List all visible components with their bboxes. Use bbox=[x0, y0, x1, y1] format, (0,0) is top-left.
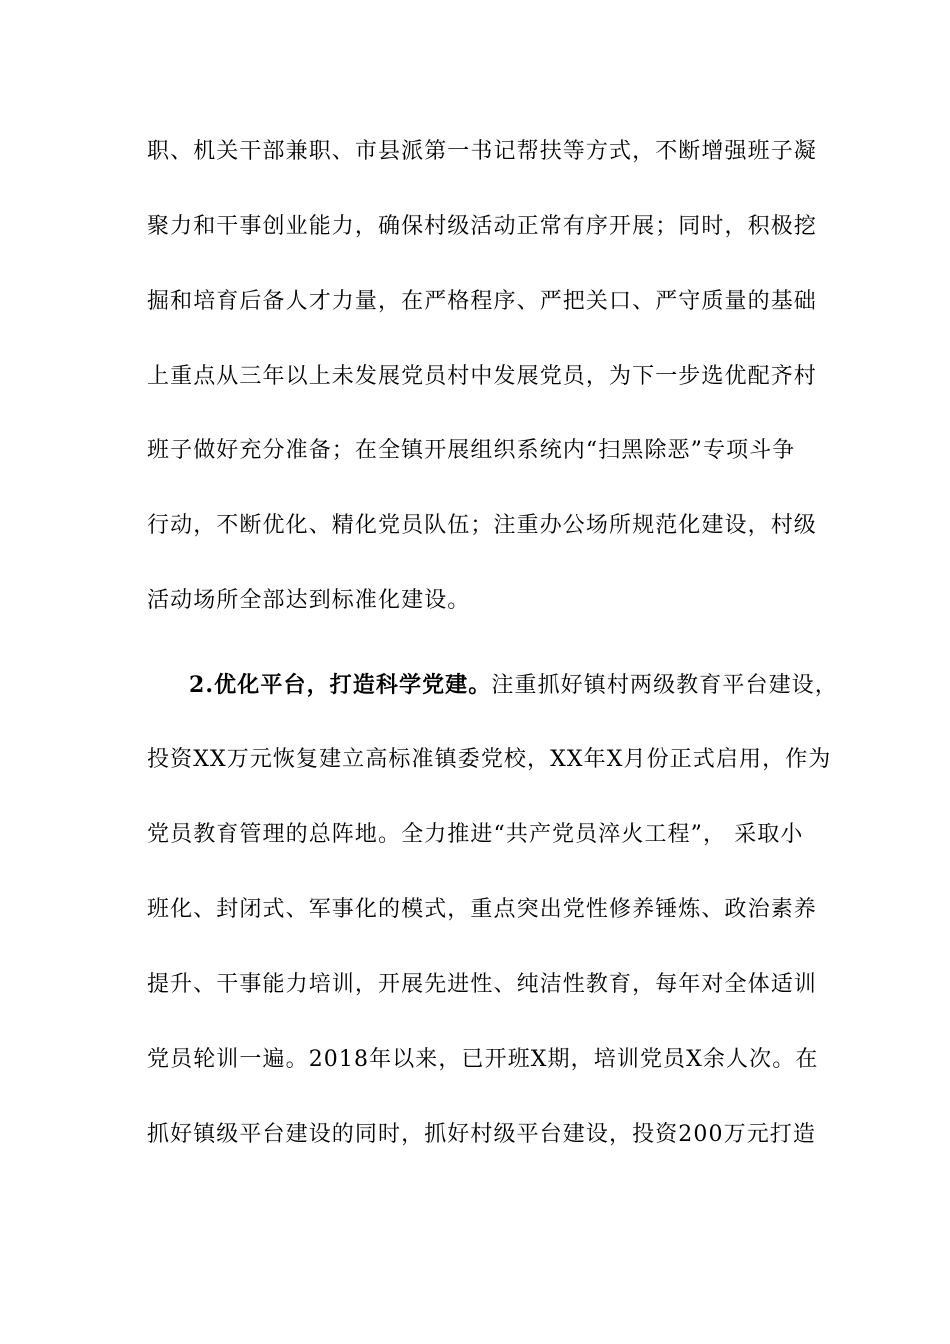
paragraph-2-line-4: 班化、封闭式、军事化的模式，重点突出党性修养锤炼、政治素养 bbox=[147, 897, 817, 922]
paragraph-1-line-6: 行动，不断优化、精化党员队伍；注重办公场所规范化建设，村级 bbox=[147, 513, 817, 538]
paragraph-2-line-6: 党员轮训一遍。2018年以来，已开班X期，培训党员X余人次。在 bbox=[147, 1047, 819, 1072]
paragraph-1-line-5: 班子做好充分准备；在全镇开展组织系统内“扫黑除恶”专项斗争 bbox=[147, 438, 796, 463]
paragraph-1-line-1: 职、机关干部兼职、市县派第一书记帮扶等方式，不断增强班子凝 bbox=[147, 139, 817, 164]
section-heading: 2.优化平台，打造科学党建。 bbox=[189, 672, 492, 698]
paragraph-2-line-5: 提升、干事能力培训，开展先进性、纯洁性教育，每年对全体适训 bbox=[147, 972, 817, 997]
paragraph-2-line-1 bbox=[189, 670, 838, 701]
paragraph-2-line-7: 抓好镇级平台建设的同时，抓好村级平台建设，投资200万元打造 bbox=[147, 1122, 816, 1147]
paragraph-1-line-3: 掘和培育后备人才力量，在严格程序、严把关口、严守质量的基础 bbox=[147, 289, 817, 314]
paragraph-1-line-2: 聚力和干事创业能力，确保村级活动正常有序开展；同时，积极挖 bbox=[147, 214, 817, 239]
paragraph-2-line-3: 党员教育管理的总阵地。全力推进“共产党员淬火工程”， 采取小 bbox=[147, 822, 804, 847]
paragraph-2-line-2: 投资XX万元恢复建立高标准镇委党校，XX年X月份正式启用，作为 bbox=[147, 747, 832, 772]
paragraph-2-first-line-text: 注重抓好镇村两级教育平台建设， bbox=[491, 673, 838, 698]
paragraph-1-line-7: 活动场所全部达到标准化建设。 bbox=[147, 588, 471, 613]
paragraph-1-line-4: 上重点从三年以上未发展党员村中发展党员，为下一步选优配齐村 bbox=[147, 364, 817, 389]
